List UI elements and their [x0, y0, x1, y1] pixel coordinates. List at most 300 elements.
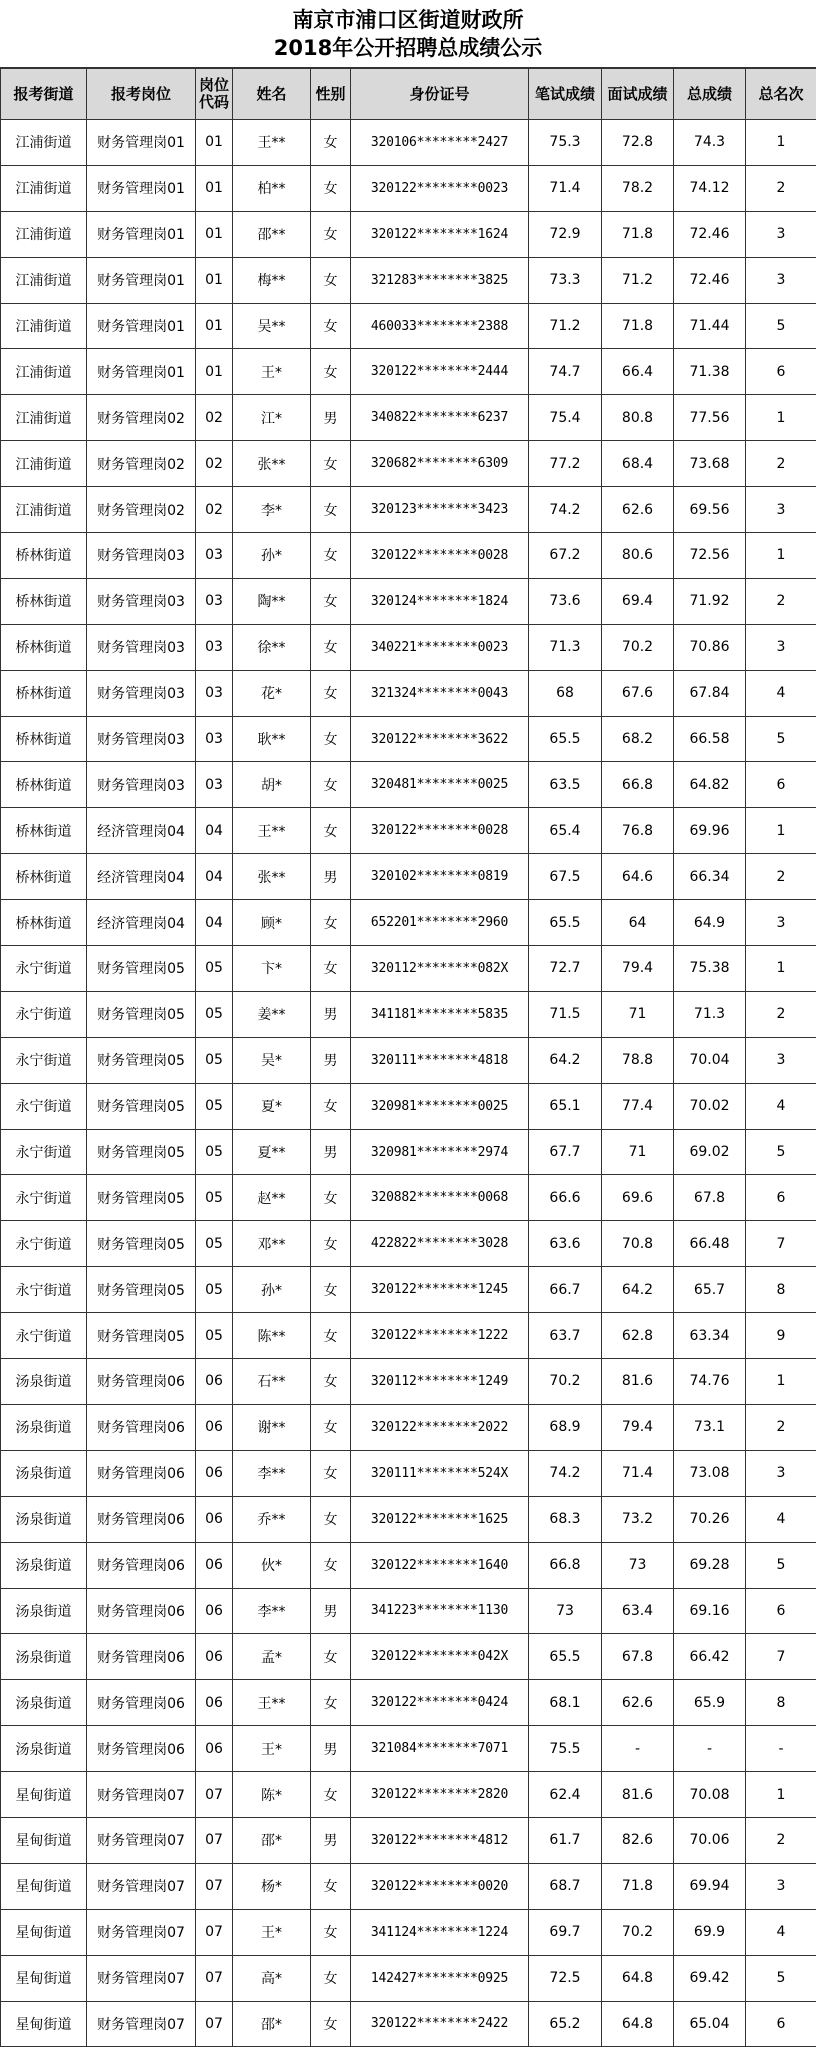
street-cell: 江浦街道 — [1, 165, 87, 211]
street-cell: 永宁街道 — [1, 1083, 87, 1129]
gender-cell: 男 — [311, 854, 351, 900]
street-cell: 桥林街道 — [1, 900, 87, 946]
results-table — [0, 68, 816, 2047]
interview-score-cell: 64.6 — [602, 854, 674, 900]
total-rank-cell: 3 — [746, 257, 816, 303]
title-line-1: 南京市浦口区街道财政所 — [293, 6, 524, 34]
position-cell: 财务管理岗03 — [87, 670, 196, 716]
total-rank-cell: 8 — [746, 1680, 816, 1726]
interview-score-cell: 67.6 — [602, 670, 674, 716]
position-code-cell: 07 — [196, 1909, 233, 1955]
table-row — [1, 1542, 816, 1588]
table-row — [1, 1083, 816, 1129]
total-score-cell: - — [674, 1726, 746, 1772]
written-score-cell: 73.6 — [529, 578, 602, 624]
position-cell: 财务管理岗02 — [87, 395, 196, 441]
position-cell: 财务管理岗03 — [87, 578, 196, 624]
position-cell: 财务管理岗06 — [87, 1726, 196, 1772]
position-code-cell: 05 — [196, 1267, 233, 1313]
header-written-score: 笔试成绩 — [529, 69, 602, 120]
id-number-cell: 321324********0043 — [351, 670, 529, 716]
table-row — [1, 1772, 816, 1818]
written-score-cell: 68.1 — [529, 1680, 602, 1726]
street-cell: 永宁街道 — [1, 1175, 87, 1221]
interview-score-cell: 82.6 — [602, 1817, 674, 1863]
id-number-cell: 320122********0028 — [351, 808, 529, 854]
gender-cell: 男 — [311, 991, 351, 1037]
position-code-cell: 05 — [196, 1037, 233, 1083]
total-rank-cell: 6 — [746, 1588, 816, 1634]
table-row — [1, 854, 816, 900]
table-row — [1, 1863, 816, 1909]
position-cell: 财务管理岗06 — [87, 1680, 196, 1726]
position-code-cell: 05 — [196, 1175, 233, 1221]
street-cell: 永宁街道 — [1, 1313, 87, 1359]
gender-cell: 女 — [311, 1221, 351, 1267]
street-cell: 桥林街道 — [1, 670, 87, 716]
name-cell: 夏* — [233, 1083, 311, 1129]
total-score-cell: 71.38 — [674, 349, 746, 395]
street-cell: 江浦街道 — [1, 211, 87, 257]
table-row — [1, 165, 816, 211]
id-number-cell: 341223********1130 — [351, 1588, 529, 1634]
interview-score-cell: 71.4 — [602, 1450, 674, 1496]
name-cell: 梅** — [233, 257, 311, 303]
interview-score-cell: 64.2 — [602, 1267, 674, 1313]
gender-cell: 女 — [311, 1450, 351, 1496]
id-number-cell: 320122********1640 — [351, 1542, 529, 1588]
position-code-cell: 06 — [196, 1634, 233, 1680]
total-score-cell: 70.02 — [674, 1083, 746, 1129]
street-cell: 汤泉街道 — [1, 1588, 87, 1634]
position-code-cell: 07 — [196, 2001, 233, 2047]
table-row — [1, 1634, 816, 1680]
interview-score-cell: 63.4 — [602, 1588, 674, 1634]
total-score-cell: 66.34 — [674, 854, 746, 900]
total-rank-cell: 3 — [746, 1037, 816, 1083]
street-cell: 江浦街道 — [1, 395, 87, 441]
position-cell: 财务管理岗01 — [87, 303, 196, 349]
total-rank-cell: 6 — [746, 2001, 816, 2047]
id-number-cell: 320122********1624 — [351, 211, 529, 257]
gender-cell: 女 — [311, 1955, 351, 2001]
position-code-cell: 07 — [196, 1955, 233, 2001]
gender-cell: 女 — [311, 533, 351, 579]
gender-cell: 女 — [311, 1359, 351, 1405]
gender-cell: 女 — [311, 1542, 351, 1588]
position-code-cell: 07 — [196, 1863, 233, 1909]
name-cell: 谢** — [233, 1404, 311, 1450]
position-code-cell: 04 — [196, 900, 233, 946]
total-rank-cell: 2 — [746, 854, 816, 900]
total-score-cell: 69.16 — [674, 1588, 746, 1634]
written-score-cell: 65.2 — [529, 2001, 602, 2047]
id-number-cell: 320124********1824 — [351, 578, 529, 624]
id-number-cell: 320106********2427 — [351, 120, 529, 166]
written-score-cell: 69.7 — [529, 1909, 602, 1955]
total-rank-cell: 1 — [746, 120, 816, 166]
position-cell: 财务管理岗02 — [87, 487, 196, 533]
total-rank-cell: 4 — [746, 1496, 816, 1542]
written-score-cell: 75.3 — [529, 120, 602, 166]
street-cell: 星甸街道 — [1, 1817, 87, 1863]
id-number-cell: 460033********2388 — [351, 303, 529, 349]
position-code-cell: 06 — [196, 1680, 233, 1726]
total-rank-cell: 3 — [746, 487, 816, 533]
written-score-cell: 63.5 — [529, 762, 602, 808]
header-position: 报考岗位 — [87, 69, 196, 120]
position-code-cell: 05 — [196, 991, 233, 1037]
gender-cell: 女 — [311, 2001, 351, 2047]
total-score-cell: 74.76 — [674, 1359, 746, 1405]
position-cell: 财务管理岗03 — [87, 533, 196, 579]
table-row — [1, 1037, 816, 1083]
table-row — [1, 578, 816, 624]
street-cell: 桥林街道 — [1, 762, 87, 808]
table-row — [1, 120, 816, 166]
gender-cell: 女 — [311, 808, 351, 854]
name-cell: 夏** — [233, 1129, 311, 1175]
gender-cell: 女 — [311, 1496, 351, 1542]
gender-cell: 女 — [311, 1404, 351, 1450]
street-cell: 永宁街道 — [1, 991, 87, 1037]
total-score-cell: 69.96 — [674, 808, 746, 854]
header-name: 姓名 — [233, 69, 311, 120]
total-rank-cell: 6 — [746, 762, 816, 808]
street-cell: 桥林街道 — [1, 854, 87, 900]
street-cell: 星甸街道 — [1, 1772, 87, 1818]
gender-cell: 女 — [311, 900, 351, 946]
id-number-cell: 320122********2444 — [351, 349, 529, 395]
gender-cell: 女 — [311, 441, 351, 487]
table-row — [1, 946, 816, 992]
total-rank-cell: 3 — [746, 1863, 816, 1909]
name-cell: 张** — [233, 441, 311, 487]
written-score-cell: 71.3 — [529, 624, 602, 670]
name-cell: 孟* — [233, 1634, 311, 1680]
written-score-cell: 66.7 — [529, 1267, 602, 1313]
interview-score-cell: 71.8 — [602, 1863, 674, 1909]
position-code-cell: 03 — [196, 670, 233, 716]
id-number-cell: 422822********3028 — [351, 1221, 529, 1267]
position-cell: 财务管理岗05 — [87, 1083, 196, 1129]
total-score-cell: 67.8 — [674, 1175, 746, 1221]
total-rank-cell: 1 — [746, 395, 816, 441]
street-cell: 桥林街道 — [1, 624, 87, 670]
position-code-cell: 07 — [196, 1772, 233, 1818]
street-cell: 江浦街道 — [1, 120, 87, 166]
table-row — [1, 533, 816, 579]
total-score-cell: 66.42 — [674, 1634, 746, 1680]
position-cell: 财务管理岗07 — [87, 1817, 196, 1863]
written-score-cell: 74.7 — [529, 349, 602, 395]
position-cell: 财务管理岗06 — [87, 1359, 196, 1405]
name-cell: 王** — [233, 1680, 311, 1726]
name-cell: 王** — [233, 808, 311, 854]
total-score-cell: 74.12 — [674, 165, 746, 211]
position-code-cell: 01 — [196, 211, 233, 257]
position-cell: 财务管理岗07 — [87, 1909, 196, 1955]
table-row — [1, 808, 816, 854]
total-score-cell: 69.56 — [674, 487, 746, 533]
gender-cell: 女 — [311, 120, 351, 166]
interview-score-cell: 71.8 — [602, 211, 674, 257]
position-cell: 财务管理岗07 — [87, 1863, 196, 1909]
position-code-cell: 02 — [196, 441, 233, 487]
id-number-cell: 320122********0023 — [351, 165, 529, 211]
written-score-cell: 71.4 — [529, 165, 602, 211]
id-number-cell: 320122********1625 — [351, 1496, 529, 1542]
written-score-cell: 62.4 — [529, 1772, 602, 1818]
total-rank-cell: 2 — [746, 991, 816, 1037]
table-row — [1, 1267, 816, 1313]
position-code-cell: 01 — [196, 120, 233, 166]
street-cell: 汤泉街道 — [1, 1542, 87, 1588]
position-code-cell: 04 — [196, 854, 233, 900]
written-score-cell: 73 — [529, 1588, 602, 1634]
table-row — [1, 716, 816, 762]
total-rank-cell: 4 — [746, 670, 816, 716]
position-cell: 财务管理岗01 — [87, 349, 196, 395]
total-score-cell: 73.68 — [674, 441, 746, 487]
position-code-cell: 05 — [196, 1083, 233, 1129]
total-score-cell: 77.56 — [674, 395, 746, 441]
gender-cell: 女 — [311, 946, 351, 992]
interview-score-cell: 73.2 — [602, 1496, 674, 1542]
id-number-cell: 320122********042X — [351, 1634, 529, 1680]
name-cell: 石** — [233, 1359, 311, 1405]
interview-score-cell: 71 — [602, 991, 674, 1037]
written-score-cell: 66.8 — [529, 1542, 602, 1588]
total-score-cell: 70.06 — [674, 1817, 746, 1863]
position-code-cell: 01 — [196, 257, 233, 303]
street-cell: 永宁街道 — [1, 1221, 87, 1267]
street-cell: 江浦街道 — [1, 349, 87, 395]
id-number-cell: 340822********6237 — [351, 395, 529, 441]
position-cell: 财务管理岗05 — [87, 991, 196, 1037]
id-number-cell: 320102********0819 — [351, 854, 529, 900]
id-number-cell: 320981********2974 — [351, 1129, 529, 1175]
street-cell: 星甸街道 — [1, 1863, 87, 1909]
position-cell: 财务管理岗03 — [87, 762, 196, 808]
total-score-cell: 69.42 — [674, 1955, 746, 2001]
table-row — [1, 1817, 816, 1863]
total-score-cell: 70.08 — [674, 1772, 746, 1818]
interview-score-cell: 72.8 — [602, 120, 674, 166]
interview-score-cell: 80.6 — [602, 533, 674, 579]
table-row — [1, 349, 816, 395]
gender-cell: 男 — [311, 395, 351, 441]
total-rank-cell: 8 — [746, 1267, 816, 1313]
table-row — [1, 762, 816, 808]
street-cell: 桥林街道 — [1, 578, 87, 624]
interview-score-cell: 62.6 — [602, 1680, 674, 1726]
table-row — [1, 1726, 816, 1772]
position-cell: 财务管理岗05 — [87, 946, 196, 992]
name-cell: 邵* — [233, 1817, 311, 1863]
written-score-cell: 63.7 — [529, 1313, 602, 1359]
written-score-cell: 63.6 — [529, 1221, 602, 1267]
header-position-code: 岗位代码 — [196, 69, 233, 120]
table-row — [1, 303, 816, 349]
written-score-cell: 67.5 — [529, 854, 602, 900]
total-rank-cell: 2 — [746, 1404, 816, 1450]
name-cell: 柏** — [233, 165, 311, 211]
street-cell: 江浦街道 — [1, 303, 87, 349]
position-code-cell: 01 — [196, 349, 233, 395]
total-score-cell: 71.44 — [674, 303, 746, 349]
written-score-cell: 68.7 — [529, 1863, 602, 1909]
name-cell: 李** — [233, 1450, 311, 1496]
name-cell: 伙* — [233, 1542, 311, 1588]
total-score-cell: 64.82 — [674, 762, 746, 808]
position-cell: 财务管理岗01 — [87, 257, 196, 303]
gender-cell: 女 — [311, 257, 351, 303]
total-rank-cell: 2 — [746, 165, 816, 211]
name-cell: 乔** — [233, 1496, 311, 1542]
id-number-cell: 341124********1224 — [351, 1909, 529, 1955]
street-cell: 汤泉街道 — [1, 1726, 87, 1772]
position-cell: 财务管理岗06 — [87, 1404, 196, 1450]
interview-score-cell: 70.2 — [602, 624, 674, 670]
position-cell: 财务管理岗03 — [87, 716, 196, 762]
header-street: 报考街道 — [1, 69, 87, 120]
position-cell: 财务管理岗05 — [87, 1175, 196, 1221]
position-cell: 财务管理岗05 — [87, 1037, 196, 1083]
table-row — [1, 395, 816, 441]
id-number-cell: 320111********524X — [351, 1450, 529, 1496]
gender-cell: 女 — [311, 1267, 351, 1313]
written-score-cell: 73.3 — [529, 257, 602, 303]
position-code-cell: 03 — [196, 624, 233, 670]
table-row — [1, 900, 816, 946]
position-code-cell: 05 — [196, 946, 233, 992]
table-row — [1, 441, 816, 487]
total-score-cell: 63.34 — [674, 1313, 746, 1359]
written-score-cell: 65.5 — [529, 1634, 602, 1680]
table-row — [1, 1680, 816, 1726]
name-cell: 杨* — [233, 1863, 311, 1909]
total-rank-cell: 5 — [746, 1542, 816, 1588]
name-cell: 陈** — [233, 1313, 311, 1359]
street-cell: 桥林街道 — [1, 716, 87, 762]
gender-cell: 男 — [311, 1129, 351, 1175]
gender-cell: 女 — [311, 670, 351, 716]
position-cell: 财务管理岗05 — [87, 1313, 196, 1359]
id-number-cell: 320122********4812 — [351, 1817, 529, 1863]
position-cell: 财务管理岗06 — [87, 1588, 196, 1634]
header-total-score: 总成绩 — [674, 69, 746, 120]
total-score-cell: 72.46 — [674, 257, 746, 303]
name-cell: 孙* — [233, 1267, 311, 1313]
written-score-cell: 65.5 — [529, 900, 602, 946]
street-cell: 桥林街道 — [1, 808, 87, 854]
position-code-cell: 01 — [196, 303, 233, 349]
position-cell: 财务管理岗07 — [87, 1955, 196, 2001]
name-cell: 孙* — [233, 533, 311, 579]
total-rank-cell: 6 — [746, 1175, 816, 1221]
total-rank-cell: 4 — [746, 1083, 816, 1129]
position-cell: 经济管理岗04 — [87, 854, 196, 900]
id-number-cell: 320122********3622 — [351, 716, 529, 762]
position-code-cell: 06 — [196, 1404, 233, 1450]
id-number-cell: 321283********3825 — [351, 257, 529, 303]
total-rank-cell: 4 — [746, 1909, 816, 1955]
interview-score-cell: 64.8 — [602, 1955, 674, 2001]
interview-score-cell: 81.6 — [602, 1359, 674, 1405]
position-cell: 财务管理岗05 — [87, 1129, 196, 1175]
street-cell: 汤泉街道 — [1, 1404, 87, 1450]
written-score-cell: 66.6 — [529, 1175, 602, 1221]
table-row — [1, 1588, 816, 1634]
name-cell: 耿** — [233, 716, 311, 762]
total-rank-cell: 1 — [746, 946, 816, 992]
street-cell: 汤泉街道 — [1, 1450, 87, 1496]
id-number-cell: 320123********3423 — [351, 487, 529, 533]
position-code-cell: 06 — [196, 1496, 233, 1542]
position-code-cell: 03 — [196, 762, 233, 808]
table-row — [1, 1221, 816, 1267]
total-rank-cell: 2 — [746, 441, 816, 487]
id-number-cell: 320111********4818 — [351, 1037, 529, 1083]
street-cell: 江浦街道 — [1, 257, 87, 303]
id-number-cell: 320122********2422 — [351, 2001, 529, 2047]
header-gender: 性别 — [311, 69, 351, 120]
position-cell: 经济管理岗04 — [87, 808, 196, 854]
header-interview-score: 面试成绩 — [602, 69, 674, 120]
name-cell: 卞* — [233, 946, 311, 992]
total-score-cell: 69.28 — [674, 1542, 746, 1588]
written-score-cell: 72.9 — [529, 211, 602, 257]
interview-score-cell: 71.8 — [602, 303, 674, 349]
position-code-cell: 06 — [196, 1450, 233, 1496]
gender-cell: 女 — [311, 349, 351, 395]
interview-score-cell: 70.2 — [602, 1909, 674, 1955]
name-cell: 徐** — [233, 624, 311, 670]
written-score-cell: 74.2 — [529, 1450, 602, 1496]
written-score-cell: 72.5 — [529, 1955, 602, 2001]
position-cell: 财务管理岗05 — [87, 1267, 196, 1313]
gender-cell: 女 — [311, 1313, 351, 1359]
table-row — [1, 1129, 816, 1175]
name-cell: 赵** — [233, 1175, 311, 1221]
name-cell: 王* — [233, 1909, 311, 1955]
street-cell: 永宁街道 — [1, 1267, 87, 1313]
interview-score-cell: 62.8 — [602, 1313, 674, 1359]
interview-score-cell: 67.8 — [602, 1634, 674, 1680]
gender-cell: 女 — [311, 624, 351, 670]
total-rank-cell: 6 — [746, 349, 816, 395]
id-number-cell: 320122********2820 — [351, 1772, 529, 1818]
written-score-cell: 65.4 — [529, 808, 602, 854]
street-cell: 江浦街道 — [1, 487, 87, 533]
name-cell: 吴** — [233, 303, 311, 349]
interview-score-cell: 78.2 — [602, 165, 674, 211]
id-number-cell: 320122********2022 — [351, 1404, 529, 1450]
interview-score-cell: 81.6 — [602, 1772, 674, 1818]
position-code-cell: 06 — [196, 1588, 233, 1634]
page-title — [0, 0, 816, 68]
table-header-row — [1, 69, 816, 120]
street-cell: 汤泉街道 — [1, 1496, 87, 1542]
written-score-cell: 67.2 — [529, 533, 602, 579]
table-row — [1, 1955, 816, 2001]
gender-cell: 女 — [311, 1863, 351, 1909]
name-cell: 吴* — [233, 1037, 311, 1083]
table-row — [1, 211, 816, 257]
interview-score-cell: 73 — [602, 1542, 674, 1588]
interview-score-cell: 77.4 — [602, 1083, 674, 1129]
